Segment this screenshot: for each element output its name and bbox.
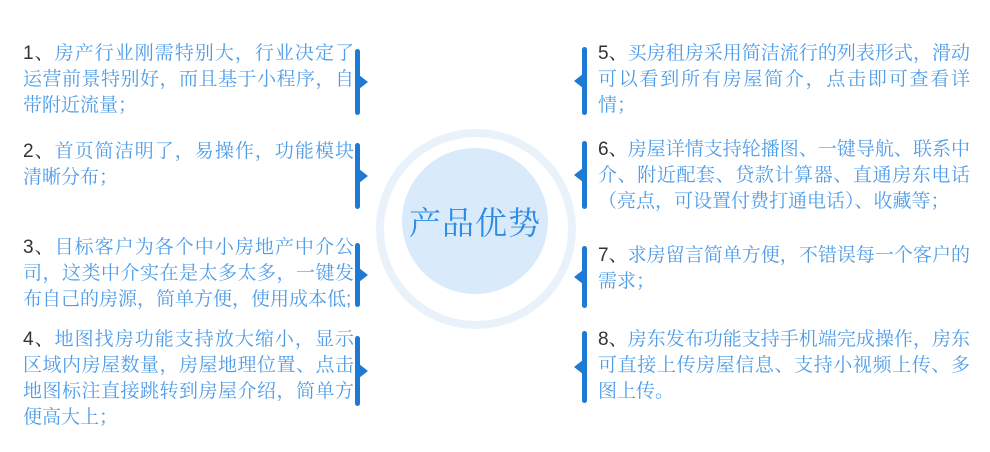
advantage-item-3 xyxy=(23,235,354,313)
item-4-text: 地图找房功能支持放大缩小，显示区域内房屋数量，房屋地理位置、点击地图标注直接跳转到房屋介绍，简单方便高大上； xyxy=(23,329,354,428)
item-2-text: 首页简洁明了，易操作，功能模块清晰分布； xyxy=(23,141,354,188)
item-1-number: 1、 xyxy=(23,43,55,64)
item-3-arrow-bar xyxy=(355,243,360,307)
page-title: 产品优势 xyxy=(408,205,541,241)
item-8-number: 8、 xyxy=(598,329,628,350)
advantage-item-5 xyxy=(598,41,970,119)
item-5-number: 5、 xyxy=(598,43,628,64)
center-circle xyxy=(402,148,548,294)
item-6-arrow-bar xyxy=(582,141,587,209)
item-4-arrow-bar xyxy=(355,336,360,406)
item-6-text: 房屋详情支持轮播图、一键导航、联系中介、附近配套、贷款计算器、直通房东电话（亮点，可设置付费打通电话）、收藏等； xyxy=(598,139,970,212)
item-1-arrow-bar xyxy=(355,49,360,115)
advantage-item-8 xyxy=(598,327,970,405)
advantage-item-6 xyxy=(598,137,970,215)
item-2-number: 2、 xyxy=(23,141,55,162)
item-7-text: 求房留言简单方便，不错误每一个客户的需求； xyxy=(598,245,970,292)
item-2-arrow-bar xyxy=(355,143,360,209)
item-7-arrow-bar xyxy=(582,246,587,308)
advantage-item-4 xyxy=(23,327,354,431)
item-1-text: 房产行业刚需特别大，行业决定了运营前景特别好，而且基于小程序，自带附近流量； xyxy=(23,43,354,116)
advantage-item-2 xyxy=(23,139,354,191)
item-6-number: 6、 xyxy=(598,139,628,160)
item-3-text: 目标客户为各个中小房地产中介公司，这类中介实在是太多太多，一键发布自己的房源，简单方便，使用成本低; xyxy=(23,237,354,310)
advantage-item-1 xyxy=(23,41,354,119)
item-5-arrow-bar xyxy=(582,47,587,115)
advantage-item-7 xyxy=(598,243,970,295)
item-4-number: 4、 xyxy=(23,329,55,350)
item-8-text: 房东发布功能支持手机端完成操作，房东可直接上传房屋信息、支持小视频上传、多图上传。 xyxy=(598,329,970,402)
item-3-number: 3、 xyxy=(23,237,55,258)
item-5-text: 买房租房采用简洁流行的列表形式，滑动可以看到所有房屋简介，点击即可查看详情； xyxy=(598,43,970,116)
item-7-number: 7、 xyxy=(598,245,628,266)
item-8-arrow-bar xyxy=(582,331,587,403)
